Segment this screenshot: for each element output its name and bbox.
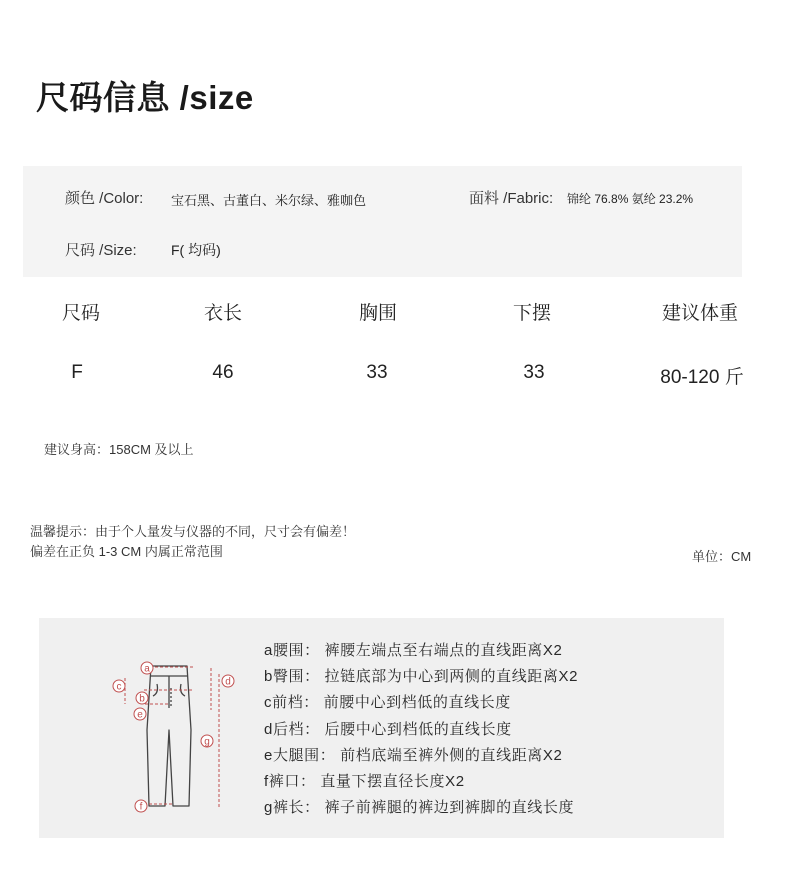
marker-d <box>222 675 234 688</box>
table-header-chest: 胸围 <box>358 303 398 324</box>
legend-item-back-rise: d后档： 后腰中心到档低的直线长度 <box>264 720 512 738</box>
unit-note: 单位：CM <box>692 549 752 564</box>
product-info-panel <box>23 166 742 277</box>
legend-item-thigh: e大腿围： 前档底端至裤外侧的直线距离X2 <box>264 746 563 764</box>
marker-b <box>136 692 148 705</box>
svg-text:d: d <box>225 676 231 688</box>
legend-item-waist: a腰围： 裤腰左端点至右端点的直线距离X2 <box>264 642 563 659</box>
legend-item-leg-opening: f裤口： 直量下摆直径长度X2 <box>264 772 465 790</box>
table-cell-weight: 80-120 斤 <box>660 367 744 388</box>
table-cell-hem: 33 <box>523 362 545 383</box>
pants-diagram <box>99 638 259 818</box>
height-suggestion: 建议身高：158CM 及以上 <box>44 442 194 457</box>
marker-g <box>201 735 213 748</box>
legend-item-front-rise: c前档： 前腰中心到档低的直线长度 <box>264 694 511 712</box>
fabric-label: 面料 /Fabric: <box>469 190 554 207</box>
marker-a <box>141 662 153 675</box>
fabric-value: 锦纶 76.8% 氨纶 23.2% <box>567 192 694 206</box>
table-cell-chest: 33 <box>366 362 388 383</box>
color-label: 颜色 /Color: <box>65 190 144 207</box>
svg-text:c: c <box>116 681 122 693</box>
size-value: F( 均码) <box>171 242 221 258</box>
svg-text:b: b <box>139 693 145 705</box>
warning-note-line2: 偏差在正负 1-3 CM 内属正常范围 <box>30 544 223 559</box>
table-header-size: 尺码 <box>61 303 101 324</box>
legend-item-hip: b臀围： 拉链底部为中心到两侧的直线距离X2 <box>264 668 579 686</box>
table-header-weight: 建议体重 <box>661 303 739 324</box>
svg-text:e: e <box>137 709 143 721</box>
table-cell-length: 46 <box>212 362 234 383</box>
page-title: 尺码信息 /size <box>36 79 254 116</box>
table-cell-size: F <box>71 362 83 383</box>
marker-e <box>134 708 146 721</box>
table-header-hem: 下摆 <box>512 303 552 324</box>
measurement-legend <box>264 638 578 821</box>
size-label: 尺码 /Size: <box>65 242 137 259</box>
svg-text:f: f <box>139 801 143 813</box>
table-header-length: 衣长 <box>203 303 243 324</box>
measurement-guide-panel <box>39 618 724 838</box>
warning-note-line1: 温馨提示：由于个人量发与仪器的不同，尺寸会有偏差！ <box>30 524 356 539</box>
svg-text:a: a <box>144 663 150 675</box>
svg-text:g: g <box>204 736 210 748</box>
legend-item-length: g裤长： 裤子前裤腿的裤边到裤脚的直线长度 <box>264 799 575 817</box>
marker-f <box>135 800 147 813</box>
color-value: 宝石黑、古董白、米尔绿、雅咖色 <box>171 193 367 208</box>
marker-c <box>113 680 125 693</box>
